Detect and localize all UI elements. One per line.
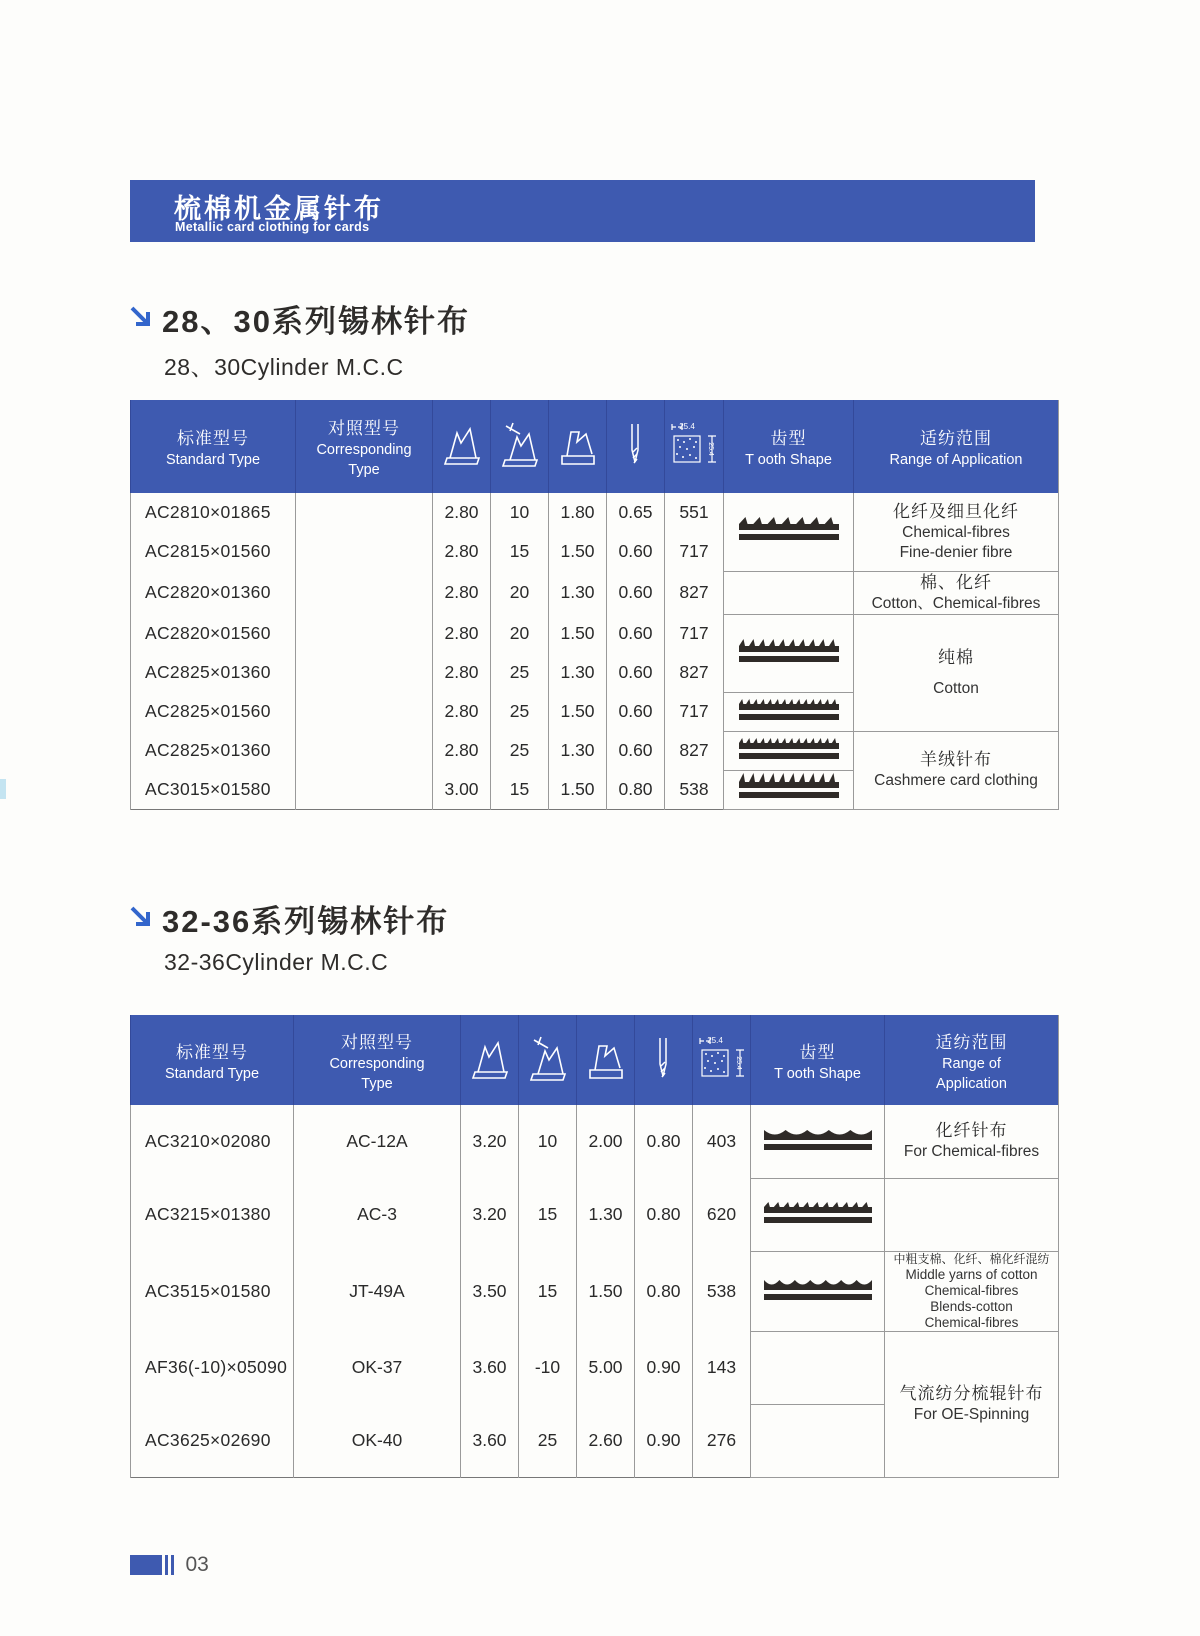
tooth-profile-image (751, 1178, 885, 1251)
col-tooth-angle (491, 400, 549, 493)
density-cell: 620 (693, 1178, 751, 1251)
col-tooth-density (693, 1015, 751, 1105)
rib-cell: 0.90 (635, 1404, 693, 1477)
height-cell: 2.80 (433, 692, 491, 731)
tooth-front-angle-icon (526, 1032, 570, 1084)
standard-type-cell: AC2810×01865 (131, 493, 296, 532)
rib-thickness-icon (614, 418, 658, 470)
range-en1: Range of (942, 1055, 1001, 1072)
rib-cell: 0.60 (607, 653, 665, 692)
density-cell: 143 (693, 1331, 751, 1404)
standard-type-cell: AC3210×02080 (131, 1105, 294, 1178)
arrow-down-right-icon (128, 904, 156, 932)
tooth-shape-en: T ooth Shape (745, 452, 832, 469)
angle-cell: 15 (519, 1251, 577, 1331)
angle-cell: 10 (519, 1105, 577, 1178)
range-en-line: Chemical-fibres (902, 523, 1010, 541)
rib-cell: 0.80 (635, 1178, 693, 1251)
density-cell: 276 (693, 1404, 751, 1477)
cylinder-mcc-table-28-30 (130, 400, 1059, 810)
col-corresponding-type (296, 400, 433, 493)
height-cell: 3.60 (461, 1404, 519, 1477)
corresponding-type-cell (296, 731, 433, 770)
tooth-profile-image (751, 1105, 885, 1178)
corresponding-type-cell: JT-49A (294, 1251, 461, 1331)
col-tooth-angle (519, 1015, 577, 1105)
density-cell: 717 (665, 692, 724, 731)
range-en: Range of Application (889, 452, 1023, 469)
col-tooth-height (461, 1015, 519, 1105)
corresponding-type-cell (296, 493, 433, 532)
corresponding-type-cell: OK-37 (294, 1331, 461, 1404)
rib-cell: 0.80 (635, 1251, 693, 1331)
points-per-square-inch-icon (696, 1030, 748, 1086)
rib-cell: 0.60 (607, 571, 665, 614)
range-en-line: For Chemical-fibres (903, 1143, 1040, 1161)
density-dim-right: 25.4 (707, 442, 714, 456)
standard-type-cell: AF36(-10)×05090 (131, 1331, 294, 1404)
range-zh: 适纺范围 (935, 1032, 1008, 1052)
application-range-cell (854, 731, 1059, 809)
range-zh-text: 纯棉 (938, 647, 974, 667)
range-en-line: Chemical-fibres (924, 1283, 1019, 1299)
range-en-line: Cotton、Chemical-fibres (871, 594, 1041, 612)
section-2-heading (128, 896, 449, 976)
rib-cell: 0.60 (607, 532, 665, 571)
col-tooth-shape (724, 400, 854, 493)
tooth-profile-image (724, 731, 854, 770)
standard-type-en: Standard Type (164, 1065, 260, 1082)
corresponding-type-en2: Type (361, 1075, 393, 1092)
depth-cell: 1.80 (549, 493, 607, 532)
page-number-bar-icon (171, 1555, 174, 1575)
tooth-profile-image (724, 571, 854, 614)
page-number-block-icon (130, 1555, 162, 1575)
depth-cell: 1.50 (549, 614, 607, 653)
table-row (131, 493, 1059, 532)
tooth-height-icon (468, 1032, 512, 1084)
range-en-line: For OE-Spinning (913, 1406, 1030, 1424)
angle-cell: 25 (519, 1404, 577, 1477)
height-cell: 3.00 (433, 770, 491, 809)
rib-cell: 0.60 (607, 614, 665, 653)
depth-cell: 1.30 (549, 653, 607, 692)
angle-cell: 20 (491, 571, 549, 614)
corresponding-type-cell (296, 692, 433, 731)
tooth-profile-image (724, 770, 854, 809)
table-row (131, 1331, 1059, 1404)
tooth-height-icon (440, 418, 484, 470)
col-tooth-density (665, 400, 724, 493)
tooth-shape-zh: 齿型 (770, 429, 807, 449)
section-2-subtitle: 32-36Cylinder M.C.C (164, 949, 389, 975)
depth-cell: 1.50 (549, 692, 607, 731)
tooth-profile-image (751, 1251, 885, 1331)
banner-title-en: Metallic card clothing for cards (175, 220, 370, 234)
rib-thickness-icon (642, 1032, 686, 1084)
table-row (131, 1105, 1059, 1178)
density-dim-top: 25.4 (706, 1035, 723, 1045)
range-en2: Application (936, 1075, 1007, 1092)
col-tooth-height (433, 400, 491, 493)
table-row (131, 571, 1059, 614)
col-standard-type (131, 400, 296, 493)
density-cell: 551 (665, 493, 724, 532)
range-zh-text: 气流纺分梳辊针布 (899, 1384, 1044, 1404)
corresponding-type-cell (296, 614, 433, 653)
tooth-shape-en: T ooth Shape (774, 1065, 861, 1082)
tooth-profile-image (751, 1331, 885, 1404)
density-dim-top: 25.4 (679, 422, 695, 431)
density-cell: 827 (665, 731, 724, 770)
depth-cell: 1.50 (549, 532, 607, 571)
cylinder-mcc-table-32-36 (130, 1015, 1059, 1478)
standard-type-cell: AC3515×01580 (131, 1251, 294, 1331)
application-range-cell (885, 1251, 1059, 1331)
height-cell: 2.80 (433, 532, 491, 571)
page-number-badge (130, 1553, 209, 1575)
angle-cell: 15 (491, 532, 549, 571)
points-per-square-inch-icon (668, 416, 720, 472)
density-cell: 403 (693, 1105, 751, 1178)
corresponding-type-en1: Corresponding (316, 442, 412, 459)
depth-cell: 5.00 (577, 1331, 635, 1404)
table-row (131, 1251, 1059, 1331)
range-zh-text: 羊绒针布 (920, 750, 992, 770)
col-standard-type (131, 1015, 294, 1105)
tooth-front-angle-icon (498, 418, 542, 470)
page-banner (130, 180, 1035, 242)
banner-title-zh: 梳棉机金属针布 (174, 194, 384, 224)
tooth-profile-image (724, 614, 854, 692)
standard-type-zh: 标准型号 (176, 1042, 248, 1062)
section-2-title: 32-36系列锡林针布 (162, 904, 450, 939)
table-row (131, 614, 1059, 653)
depth-cell: 2.00 (577, 1105, 635, 1178)
rib-cell: 0.80 (607, 770, 665, 809)
tooth-profile-image (751, 1404, 885, 1477)
rib-cell: 0.65 (607, 493, 665, 532)
density-dim-right: 25.4 (734, 1055, 742, 1070)
range-en-line: Chemical-fibres (924, 1314, 1019, 1330)
standard-type-cell: AC3015×01580 (131, 770, 296, 809)
corresponding-type-zh: 对照型号 (328, 419, 400, 439)
angle-cell: 20 (491, 614, 549, 653)
col-rib-thickness (607, 400, 665, 493)
height-cell: 2.80 (433, 731, 491, 770)
angle-cell: 15 (491, 770, 549, 809)
col-tooth-depth (549, 400, 607, 493)
angle-cell: 25 (491, 653, 549, 692)
standard-type-cell: AC3625×02690 (131, 1404, 294, 1477)
col-tooth-depth (577, 1015, 635, 1105)
depth-cell: 2.60 (577, 1404, 635, 1477)
angle-cell: 25 (491, 731, 549, 770)
corresponding-type-cell (296, 532, 433, 571)
table-row (131, 1178, 1059, 1251)
height-cell: 3.60 (461, 1331, 519, 1404)
depth-cell: 1.30 (577, 1178, 635, 1251)
corresponding-type-cell (296, 653, 433, 692)
height-cell: 2.80 (433, 571, 491, 614)
page-number-bar-icon (165, 1555, 168, 1575)
height-cell: 3.20 (461, 1178, 519, 1251)
application-range-cell (885, 1105, 1059, 1178)
depth-cell: 1.30 (549, 571, 607, 614)
height-cell: 2.80 (433, 653, 491, 692)
depth-cell: 1.30 (549, 731, 607, 770)
range-en-line: Fine-denier fibre (899, 543, 1013, 561)
density-cell: 538 (693, 1251, 751, 1331)
standard-type-cell: AC2820×01560 (131, 614, 296, 653)
table-row (131, 731, 1059, 770)
col-tooth-shape (751, 1015, 885, 1105)
arrow-down-right-icon (128, 304, 156, 332)
corresponding-type-cell (296, 770, 433, 809)
application-range-cell (885, 1331, 1059, 1477)
range-zh-text: 化纤针布 (935, 1121, 1008, 1141)
section-1-subtitle: 28、30Cylinder M.C.C (164, 354, 404, 380)
rib-cell: 0.90 (635, 1331, 693, 1404)
tooth-profile-image (724, 493, 854, 571)
rib-cell: 0.60 (607, 731, 665, 770)
section-1-heading (128, 296, 470, 382)
tooth-shape-zh: 齿型 (799, 1042, 836, 1062)
tooth-pitch-icon (584, 1032, 628, 1084)
height-cell: 3.20 (461, 1105, 519, 1178)
range-zh-text: 化纤及细旦化纤 (893, 501, 1019, 521)
height-cell: 2.80 (433, 493, 491, 532)
standard-type-cell: AC2825×01360 (131, 653, 296, 692)
range-en-line: Blends-cotton (930, 1298, 1013, 1314)
angle-cell: 10 (491, 493, 549, 532)
corresponding-type-cell: OK-40 (294, 1404, 461, 1477)
tooth-pitch-icon (556, 418, 600, 470)
standard-type-cell: AC2825×01360 (131, 731, 296, 770)
standard-type-cell: AC3215×01380 (131, 1178, 294, 1251)
application-range-cell (885, 1178, 1059, 1251)
height-cell: 2.80 (433, 614, 491, 653)
density-cell: 827 (665, 653, 724, 692)
standard-type-cell: AC2825×01560 (131, 692, 296, 731)
application-range-cell (854, 493, 1059, 571)
range-en-line: Cotton (933, 679, 979, 697)
table-1-header-row (131, 400, 1059, 493)
corresponding-type-cell: AC-12A (294, 1105, 461, 1178)
standard-type-zh: 标准型号 (177, 429, 249, 449)
range-en-line: Middle yarns of cotton (905, 1267, 1038, 1283)
density-cell: 717 (665, 614, 724, 653)
section-1-title: 28、30系列锡林针布 (162, 304, 470, 339)
height-cell: 3.50 (461, 1251, 519, 1331)
corresponding-type-cell: AC-3 (294, 1178, 461, 1251)
standard-type-cell: AC2815×01560 (131, 532, 296, 571)
page-number: 03 (185, 1553, 209, 1576)
col-range-of-application (885, 1015, 1059, 1105)
corresponding-type-en1: Corresponding (329, 1055, 425, 1072)
tooth-profile-image (724, 692, 854, 731)
range-zh-text: 棉、化纤 (920, 572, 992, 592)
density-cell: 717 (665, 532, 724, 571)
application-range-cell (854, 571, 1059, 614)
angle-cell: 15 (519, 1178, 577, 1251)
rib-cell: 0.60 (607, 692, 665, 731)
density-cell: 827 (665, 571, 724, 614)
table-2-header-row (131, 1015, 1059, 1105)
print-bleed-mark (0, 779, 6, 799)
corresponding-type-en2: Type (348, 462, 380, 478)
range-zh: 适纺范围 (920, 429, 992, 449)
col-corresponding-type (294, 1015, 461, 1105)
angle-cell: 25 (491, 692, 549, 731)
angle-cell: -10 (519, 1331, 577, 1404)
corresponding-type-cell (296, 571, 433, 614)
application-range-cell (854, 614, 1059, 731)
col-range-of-application (854, 400, 1059, 493)
col-rib-thickness (635, 1015, 693, 1105)
standard-type-cell: AC2820×01360 (131, 571, 296, 614)
density-cell: 538 (665, 770, 724, 809)
rib-cell: 0.80 (635, 1105, 693, 1178)
corresponding-type-zh: 对照型号 (341, 1032, 413, 1052)
range-en-line: Cashmere card clothing (874, 772, 1038, 790)
depth-cell: 1.50 (549, 770, 607, 809)
range-zh-text: 中粗支棉、化纤、棉化纤混纺 (893, 1251, 1050, 1266)
standard-type-en: Standard Type (165, 452, 261, 469)
depth-cell: 1.50 (577, 1251, 635, 1331)
